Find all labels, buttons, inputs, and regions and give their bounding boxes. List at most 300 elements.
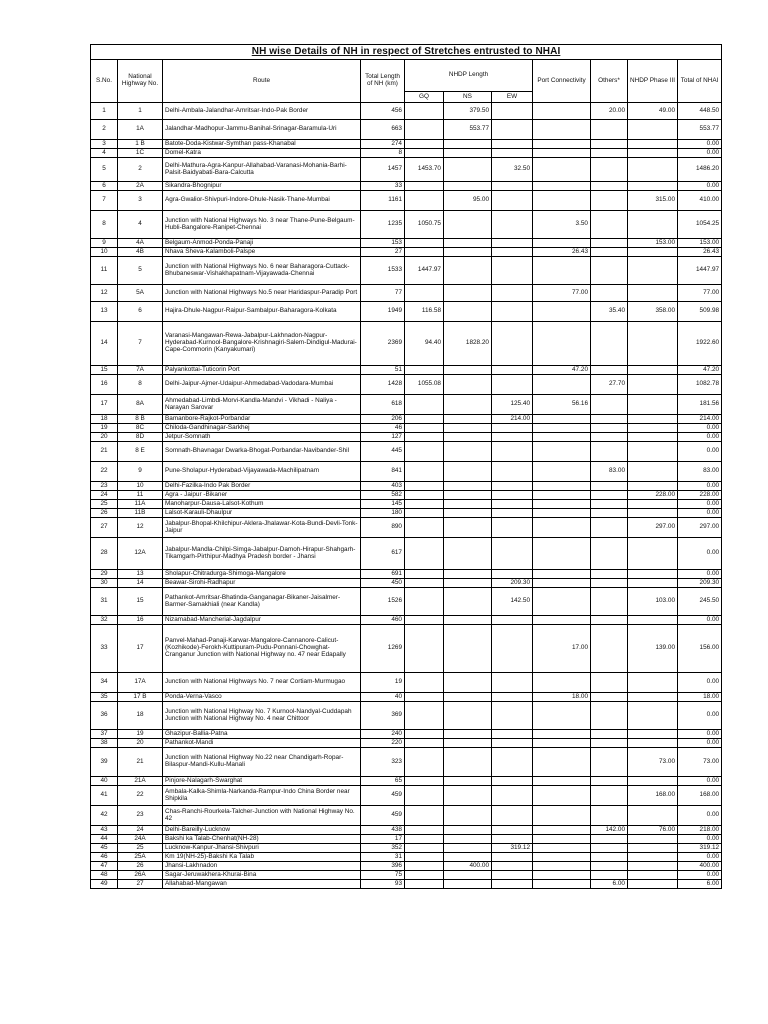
cell-gq <box>405 748 444 777</box>
cell-others <box>591 322 628 366</box>
cell-ew <box>492 826 533 835</box>
cell-national-highway: 6 <box>118 302 163 322</box>
table-row <box>91 322 722 366</box>
cell-total-length: 1161 <box>361 191 405 211</box>
cell-nhdp-phase-3: 76.00 <box>628 826 678 835</box>
table-row <box>91 191 722 211</box>
cell-ns <box>444 835 492 844</box>
cell-ew <box>492 103 533 120</box>
cell-others <box>591 616 628 625</box>
cell-port-connectivity <box>533 415 591 424</box>
cell-others <box>591 491 628 500</box>
cell-others <box>591 835 628 844</box>
cell-ns <box>444 777 492 786</box>
cell-gq <box>405 835 444 844</box>
cell-gq: 1453.70 <box>405 158 444 182</box>
cell-sno: 21 <box>91 442 118 462</box>
cell-route: Junction with National Highways No. 7 near Cortiam-Murmugao <box>163 673 361 693</box>
cell-total-length: 51 <box>361 366 405 375</box>
header-port-connectivity: Port Connectivity <box>533 60 591 103</box>
cell-ew <box>492 191 533 211</box>
table-row <box>91 103 722 120</box>
cell-port-connectivity <box>533 853 591 862</box>
header-others: Others* <box>591 60 628 103</box>
cell-port-connectivity <box>533 191 591 211</box>
cell-port-connectivity <box>533 739 591 748</box>
cell-others <box>591 777 628 786</box>
cell-total-length: 369 <box>361 702 405 730</box>
cell-ns <box>444 424 492 433</box>
cell-total-length: 27 <box>361 248 405 257</box>
cell-nhdp-phase-3 <box>628 853 678 862</box>
cell-gq <box>405 871 444 880</box>
cell-ns <box>444 433 492 442</box>
cell-sno: 17 <box>91 395 118 415</box>
cell-others <box>591 211 628 239</box>
cell-route: Junction with National Highway No. 7 Kurnool-Nandyal-Cuddapah Junction with National Highway No. 4 near Chittoor <box>163 702 361 730</box>
cell-others <box>591 538 628 570</box>
cell-ns <box>444 518 492 538</box>
cell-ew <box>492 786 533 806</box>
cell-route: Junction with National Highways No.5 near Haridaspur-Paradip Port <box>163 285 361 302</box>
cell-route: Ghazipur-Ballia-Patna <box>163 730 361 739</box>
table-row <box>91 786 722 806</box>
cell-others <box>591 862 628 871</box>
cell-gq <box>405 424 444 433</box>
cell-total-length: 450 <box>361 579 405 588</box>
cell-total-length: 180 <box>361 509 405 518</box>
cell-sno: 28 <box>91 538 118 570</box>
cell-gq <box>405 538 444 570</box>
cell-ew <box>492 366 533 375</box>
cell-gq <box>405 739 444 748</box>
cell-total-nhai: 168.00 <box>678 786 722 806</box>
cell-gq <box>405 395 444 415</box>
cell-others <box>591 570 628 579</box>
cell-ns: 95.00 <box>444 191 492 211</box>
cell-ns <box>444 395 492 415</box>
cell-sno: 16 <box>91 375 118 395</box>
cell-route: Delhi-Jaipur-Ajmer-Udaipur-Ahmedabad-Vadodara-Mumbai <box>163 375 361 395</box>
cell-total-nhai: 181.56 <box>678 395 722 415</box>
cell-others <box>591 482 628 491</box>
cell-route: Jabalpur-Bhopal-Khilchipur-Aklera-Jhalawar-Kota-Bundi-Devli-Tonk-Jaipur <box>163 518 361 538</box>
cell-total-nhai: 156.00 <box>678 625 722 673</box>
cell-total-nhai: 214.00 <box>678 415 722 424</box>
cell-route: Sholapur-Chitradurga-Shimoga-Mangalore <box>163 570 361 579</box>
header-nhdp-length: NHDP Length <box>405 60 533 92</box>
cell-total-length: 890 <box>361 518 405 538</box>
cell-nhdp-phase-3 <box>628 395 678 415</box>
cell-port-connectivity <box>533 424 591 433</box>
cell-ns <box>444 211 492 239</box>
cell-national-highway: 12A <box>118 538 163 570</box>
cell-others <box>591 442 628 462</box>
cell-port-connectivity <box>533 518 591 538</box>
cell-ns <box>444 462 492 482</box>
cell-total-length: 1269 <box>361 625 405 673</box>
cell-nhdp-phase-3 <box>628 140 678 149</box>
cell-national-highway: 11 <box>118 491 163 500</box>
cell-total-nhai: 0.00 <box>678 853 722 862</box>
cell-sno: 34 <box>91 673 118 693</box>
cell-route: Delhi-Bareilly-Lucknow <box>163 826 361 835</box>
cell-port-connectivity <box>533 103 591 120</box>
cell-national-highway: 26 <box>118 862 163 871</box>
cell-sno: 13 <box>91 302 118 322</box>
cell-total-nhai: 0.00 <box>678 673 722 693</box>
cell-national-highway: 8 B <box>118 415 163 424</box>
table-row <box>91 509 722 518</box>
cell-ew <box>492 149 533 158</box>
cell-ns <box>444 500 492 509</box>
header-ew: EW <box>492 92 533 103</box>
cell-port-connectivity <box>533 149 591 158</box>
cell-nhdp-phase-3 <box>628 482 678 491</box>
cell-route: Delhi-Mathura-Agra-Kanpur-Allahabad-Varanasi-Mohania-Barhi-Palsit-Baidyabati-Bara-Calcutta <box>163 158 361 182</box>
cell-national-highway: 15 <box>118 588 163 616</box>
cell-port-connectivity: 3.50 <box>533 211 591 239</box>
cell-port-connectivity <box>533 786 591 806</box>
cell-route: Pathankot-Amritsar-Bhatinda-Ganganagar-Bikaner-Jaisalmer-Barmer-Samakhiali (near Kandla) <box>163 588 361 616</box>
cell-total-nhai: 1922.60 <box>678 322 722 366</box>
cell-total-length: 8 <box>361 149 405 158</box>
cell-route: Delhi-Ambala-Jalandhar-Amritsar-Indo-Pak Border <box>163 103 361 120</box>
cell-national-highway: 25 <box>118 844 163 853</box>
cell-gq <box>405 509 444 518</box>
cell-ns <box>444 806 492 826</box>
cell-others <box>591 433 628 442</box>
cell-gq <box>405 862 444 871</box>
cell-nhdp-phase-3 <box>628 673 678 693</box>
cell-port-connectivity <box>533 120 591 140</box>
cell-gq <box>405 826 444 835</box>
table-row <box>91 748 722 777</box>
cell-sno: 23 <box>91 482 118 491</box>
cell-gq <box>405 693 444 702</box>
cell-ew: 125.40 <box>492 395 533 415</box>
cell-total-nhai: 410.00 <box>678 191 722 211</box>
cell-total-nhai: 47.20 <box>678 366 722 375</box>
cell-port-connectivity: 18.00 <box>533 693 591 702</box>
cell-sno: 22 <box>91 462 118 482</box>
cell-national-highway: 8C <box>118 424 163 433</box>
cell-port-connectivity <box>533 462 591 482</box>
cell-gq <box>405 806 444 826</box>
cell-gq <box>405 433 444 442</box>
cell-national-highway: 1A <box>118 120 163 140</box>
cell-ew <box>492 120 533 140</box>
cell-port-connectivity <box>533 140 591 149</box>
cell-sno: 25 <box>91 500 118 509</box>
cell-total-length: 582 <box>361 491 405 500</box>
cell-national-highway: 5 <box>118 257 163 285</box>
cell-others <box>591 730 628 739</box>
cell-total-nhai: 1054.25 <box>678 211 722 239</box>
cell-total-nhai: 0.00 <box>678 570 722 579</box>
cell-others <box>591 588 628 616</box>
cell-total-length: 274 <box>361 140 405 149</box>
cell-sno: 43 <box>91 826 118 835</box>
cell-total-nhai: 1082.78 <box>678 375 722 395</box>
cell-route: Jalandhar-Madhopur-Jammu-Banihal-Srinagar-Baramula-Uri <box>163 120 361 140</box>
cell-ns <box>444 158 492 182</box>
cell-route: Km 19(NH-25)-Bakshi Ka Talab <box>163 853 361 862</box>
cell-port-connectivity <box>533 257 591 285</box>
cell-gq <box>405 140 444 149</box>
cell-others <box>591 673 628 693</box>
cell-ew <box>492 375 533 395</box>
cell-national-highway: 24 <box>118 826 163 835</box>
cell-nhdp-phase-3 <box>628 835 678 844</box>
cell-route: Batote-Doda-Kistwar-Symthan pass-Khanabal <box>163 140 361 149</box>
cell-gq <box>405 191 444 211</box>
cell-total-nhai: 0.00 <box>678 140 722 149</box>
table-row <box>91 806 722 826</box>
cell-national-highway: 9 <box>118 462 163 482</box>
cell-others <box>591 285 628 302</box>
cell-gq: 94.40 <box>405 322 444 366</box>
table-row <box>91 588 722 616</box>
cell-total-length: 93 <box>361 880 405 889</box>
cell-nhdp-phase-3: 168.00 <box>628 786 678 806</box>
header-total-nhai: Total of NHAI <box>678 60 722 103</box>
header-sno: S.No. <box>91 60 118 103</box>
cell-nhdp-phase-3 <box>628 862 678 871</box>
cell-national-highway: 21A <box>118 777 163 786</box>
cell-others <box>591 239 628 248</box>
cell-port-connectivity <box>533 777 591 786</box>
cell-sno: 40 <box>91 777 118 786</box>
cell-total-length: 1526 <box>361 588 405 616</box>
nh-details-table <box>90 44 722 889</box>
cell-ew <box>492 673 533 693</box>
cell-ew <box>492 739 533 748</box>
cell-ns <box>444 149 492 158</box>
cell-sno: 32 <box>91 616 118 625</box>
cell-total-length: 1949 <box>361 302 405 322</box>
cell-total-nhai: 0.00 <box>678 616 722 625</box>
cell-ns <box>444 702 492 730</box>
cell-total-nhai: 218.00 <box>678 826 722 835</box>
cell-nhdp-phase-3 <box>628 211 678 239</box>
cell-sno: 3 <box>91 140 118 149</box>
cell-sno: 4 <box>91 149 118 158</box>
cell-gq <box>405 570 444 579</box>
cell-nhdp-phase-3 <box>628 693 678 702</box>
cell-port-connectivity: 47.20 <box>533 366 591 375</box>
cell-route: Pathankot-Mandi <box>163 739 361 748</box>
cell-total-nhai: 245.50 <box>678 588 722 616</box>
cell-national-highway: 21 <box>118 748 163 777</box>
cell-national-highway: 8 <box>118 375 163 395</box>
table-row <box>91 482 722 491</box>
cell-ew <box>492 462 533 482</box>
cell-ns <box>444 366 492 375</box>
cell-others <box>591 871 628 880</box>
cell-national-highway: 17 B <box>118 693 163 702</box>
table-row <box>91 693 722 702</box>
cell-nhdp-phase-3: 228.00 <box>628 491 678 500</box>
cell-total-length: 352 <box>361 844 405 853</box>
cell-national-highway: 25A <box>118 853 163 862</box>
cell-total-nhai: 0.00 <box>678 777 722 786</box>
cell-ew <box>492 616 533 625</box>
table-row <box>91 871 722 880</box>
cell-route: Delhi-Fazilka-Indo Pak Border <box>163 482 361 491</box>
cell-national-highway: 22 <box>118 786 163 806</box>
cell-total-length: 459 <box>361 806 405 826</box>
cell-port-connectivity <box>533 182 591 191</box>
cell-route: Ponda-Verna-Vasco <box>163 693 361 702</box>
cell-others <box>591 415 628 424</box>
cell-ew <box>492 518 533 538</box>
cell-ew <box>492 302 533 322</box>
cell-total-nhai: 0.00 <box>678 730 722 739</box>
table-row <box>91 739 722 748</box>
cell-route: Hajira-Dhule-Nagpur-Raipur-Sambalpur-Baharagora-Kolkata <box>163 302 361 322</box>
cell-ns <box>444 693 492 702</box>
cell-ew <box>492 748 533 777</box>
cell-sno: 12 <box>91 285 118 302</box>
cell-nhdp-phase-3 <box>628 806 678 826</box>
cell-national-highway: 23 <box>118 806 163 826</box>
cell-port-connectivity <box>533 491 591 500</box>
cell-sno: 30 <box>91 579 118 588</box>
cell-total-nhai: 297.00 <box>678 518 722 538</box>
header-national-highway: National Highway No. <box>118 60 163 103</box>
cell-port-connectivity <box>533 806 591 826</box>
cell-national-highway: 27 <box>118 880 163 889</box>
cell-ew: 319.12 <box>492 844 533 853</box>
table-row <box>91 375 722 395</box>
cell-sno: 2 <box>91 120 118 140</box>
table-row <box>91 570 722 579</box>
cell-ns <box>444 616 492 625</box>
cell-route: Allahabad-Mangawan <box>163 880 361 889</box>
cell-sno: 29 <box>91 570 118 579</box>
cell-ew <box>492 248 533 257</box>
cell-ns <box>444 844 492 853</box>
cell-total-nhai: 0.00 <box>678 433 722 442</box>
cell-nhdp-phase-3 <box>628 570 678 579</box>
table-row <box>91 853 722 862</box>
cell-nhdp-phase-3 <box>628 871 678 880</box>
cell-national-highway: 1 B <box>118 140 163 149</box>
cell-port-connectivity <box>533 322 591 366</box>
cell-route: Pune-Sholapur-Hyderabad-Vijayawada-Machilipatnam <box>163 462 361 482</box>
cell-total-nhai: 400.00 <box>678 862 722 871</box>
cell-nhdp-phase-3 <box>628 248 678 257</box>
cell-nhdp-phase-3 <box>628 182 678 191</box>
cell-ew <box>492 625 533 673</box>
cell-others: 27.70 <box>591 375 628 395</box>
cell-ns <box>444 826 492 835</box>
cell-port-connectivity: 77.00 <box>533 285 591 302</box>
cell-nhdp-phase-3 <box>628 285 678 302</box>
cell-ns <box>444 739 492 748</box>
cell-route: Panvel-Mahad-Panaji-Karwar-Mangalore-Cannanore-Calicut-(Kozhikode)-Ferokh-Kuttipuram-Pudu-Ponnani-Chowghat-Cranganur Junction with National Highway no. 47 near Edapally <box>163 625 361 673</box>
cell-route: Bamanbore-Rajkot-Porbandar <box>163 415 361 424</box>
cell-route: Manoharpur-Dausa-Lalsot-Kothum <box>163 500 361 509</box>
cell-total-length: 2369 <box>361 322 405 366</box>
cell-port-connectivity <box>533 702 591 730</box>
cell-sno: 27 <box>91 518 118 538</box>
cell-national-highway: 8 E <box>118 442 163 462</box>
cell-port-connectivity <box>533 835 591 844</box>
table-row <box>91 211 722 239</box>
cell-port-connectivity <box>533 482 591 491</box>
cell-total-length: 841 <box>361 462 405 482</box>
cell-others <box>591 509 628 518</box>
cell-national-highway: 4B <box>118 248 163 257</box>
table-row <box>91 491 722 500</box>
table-row <box>91 862 722 871</box>
cell-route: Palyankottai-Tuticorin Port <box>163 366 361 375</box>
cell-nhdp-phase-3 <box>628 149 678 158</box>
cell-national-highway: 18 <box>118 702 163 730</box>
cell-gq <box>405 491 444 500</box>
cell-ns <box>444 880 492 889</box>
cell-sno: 46 <box>91 853 118 862</box>
cell-total-length: 65 <box>361 777 405 786</box>
cell-gq <box>405 730 444 739</box>
cell-ns <box>444 538 492 570</box>
cell-others <box>591 158 628 182</box>
cell-national-highway: 17 <box>118 625 163 673</box>
cell-others <box>591 191 628 211</box>
table-row <box>91 302 722 322</box>
cell-gq <box>405 579 444 588</box>
header-ns: NS <box>444 92 492 103</box>
cell-national-highway: 3 <box>118 191 163 211</box>
cell-total-nhai: 1486.20 <box>678 158 722 182</box>
cell-ns <box>444 871 492 880</box>
cell-nhdp-phase-3 <box>628 424 678 433</box>
cell-total-length: 46 <box>361 424 405 433</box>
cell-national-highway: 2 <box>118 158 163 182</box>
table-row <box>91 248 722 257</box>
cell-sno: 35 <box>91 693 118 702</box>
cell-others: 83.00 <box>591 462 628 482</box>
cell-port-connectivity <box>533 570 591 579</box>
cell-national-highway: 17A <box>118 673 163 693</box>
cell-port-connectivity <box>533 730 591 739</box>
cell-ew <box>492 880 533 889</box>
cell-others <box>591 149 628 158</box>
cell-port-connectivity <box>533 375 591 395</box>
cell-ew <box>492 538 533 570</box>
cell-nhdp-phase-3 <box>628 616 678 625</box>
cell-national-highway: 4A <box>118 239 163 248</box>
cell-ns <box>444 730 492 739</box>
cell-gq <box>405 442 444 462</box>
cell-nhdp-phase-3: 153.00 <box>628 239 678 248</box>
cell-national-highway: 14 <box>118 579 163 588</box>
cell-total-length: 77 <box>361 285 405 302</box>
table-row <box>91 777 722 786</box>
cell-total-length: 1235 <box>361 211 405 239</box>
table-row <box>91 579 722 588</box>
cell-nhdp-phase-3 <box>628 739 678 748</box>
cell-total-nhai: 26.43 <box>678 248 722 257</box>
cell-others <box>591 806 628 826</box>
page-title: NH wise Details of NH in respect of Stretches entrusted to NHAI <box>91 45 722 60</box>
cell-others: 20.00 <box>591 103 628 120</box>
cell-ns <box>444 239 492 248</box>
cell-total-length: 456 <box>361 103 405 120</box>
cell-sno: 20 <box>91 433 118 442</box>
